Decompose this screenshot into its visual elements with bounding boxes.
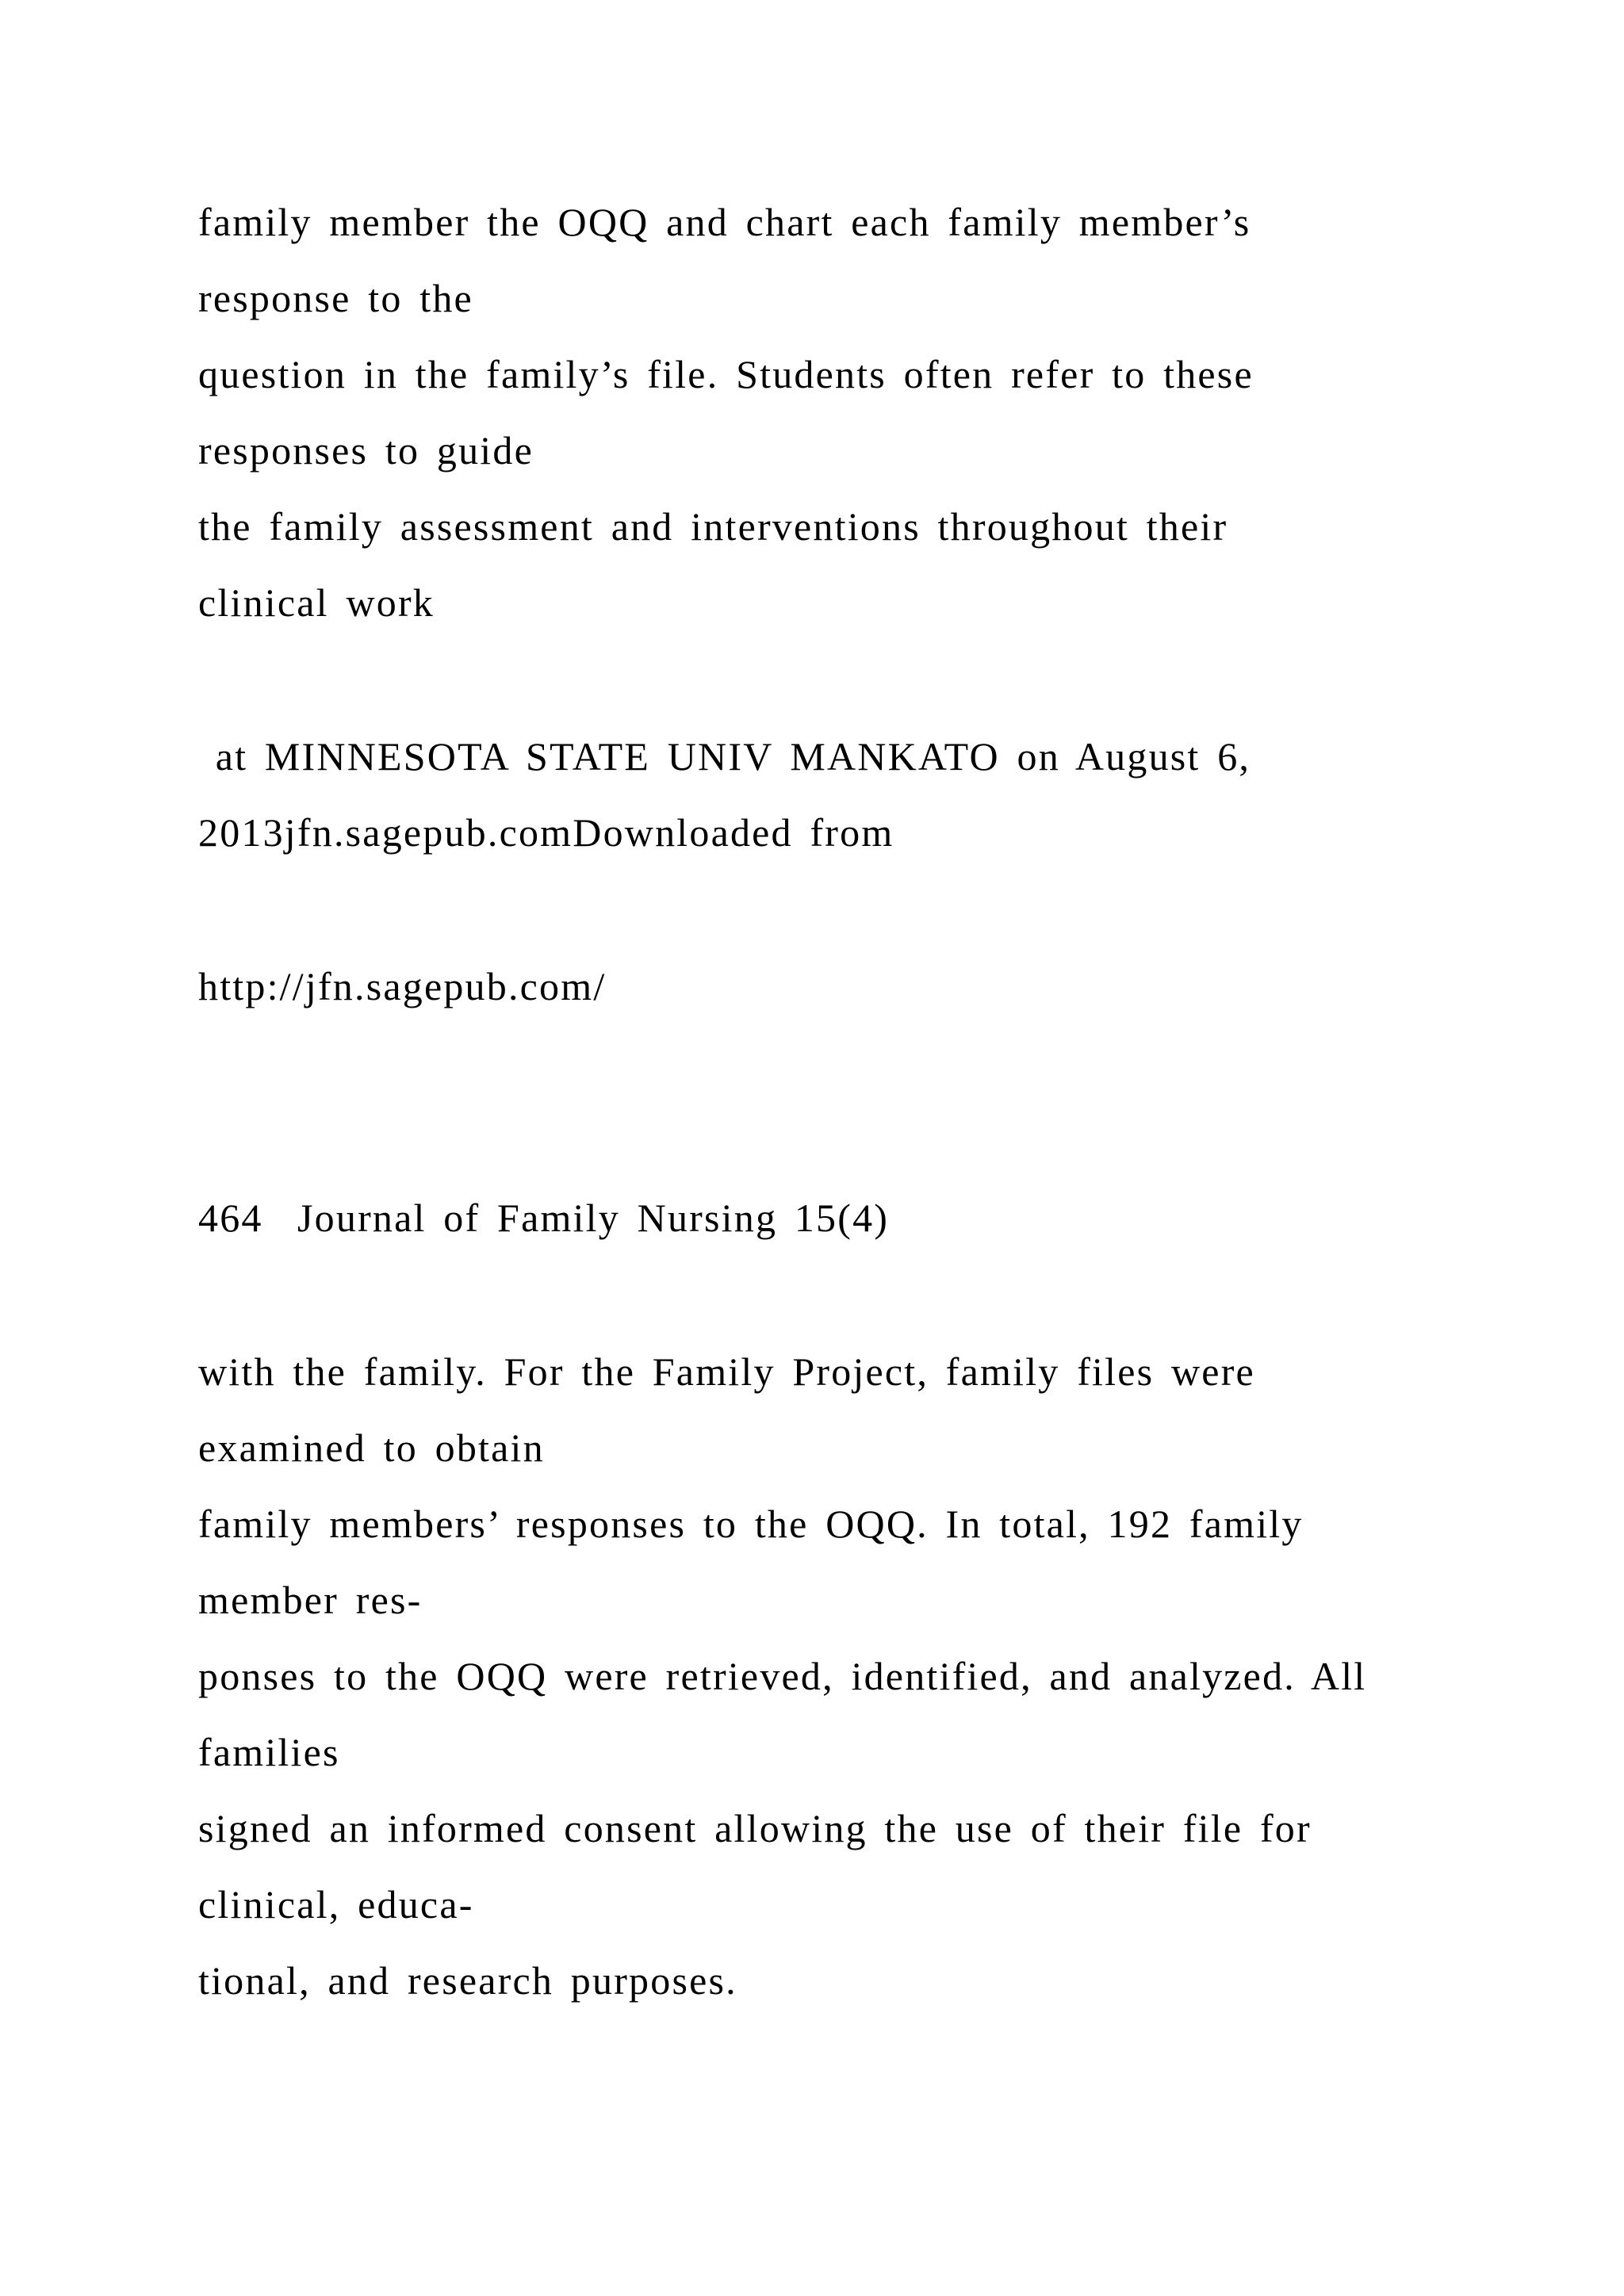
download-notice-line: at MINNESOTA STATE UNIV MANKATO on August 6, <box>198 734 1251 779</box>
text-line: response to the <box>198 276 473 320</box>
text-line: families <box>198 1730 340 1774</box>
text-line: clinical work <box>198 580 435 625</box>
text-line: clinical, educa- <box>198 1882 474 1927</box>
text-line: tional, and research purposes. <box>198 1958 737 2003</box>
text-line: signed an informed consent allowing the use of their file for <box>198 1806 1312 1850</box>
text-line: with the family. For the Family Project, family files were <box>198 1349 1255 1394</box>
text-line: the family assessment and interventions throughout their <box>198 504 1228 549</box>
text-line: question in the family’s file. Students often refer to these <box>198 352 1254 396</box>
source-url[interactable]: http://jfn.sagepub.com/ <box>198 964 607 1008</box>
page-number: 464 <box>198 1196 263 1240</box>
journal-title: Journal of Family Nursing 15(4) <box>297 1196 890 1240</box>
text-line: ponses to the OQQ were retrieved, identified, and analyzed. All <box>198 1654 1367 1698</box>
running-header <box>198 1194 889 1242</box>
text-line: family members’ responses to the OQQ. In total, 192 family <box>198 1502 1304 1546</box>
download-notice-line: 2013jfn.sagepub.comDownloaded from <box>198 810 894 855</box>
text-line: examined to obtain <box>198 1425 545 1470</box>
text-line: member res- <box>198 1578 423 1622</box>
text-line: responses to guide <box>198 428 534 473</box>
text-line: family member the OQQ and chart each family member’s <box>198 200 1251 244</box>
